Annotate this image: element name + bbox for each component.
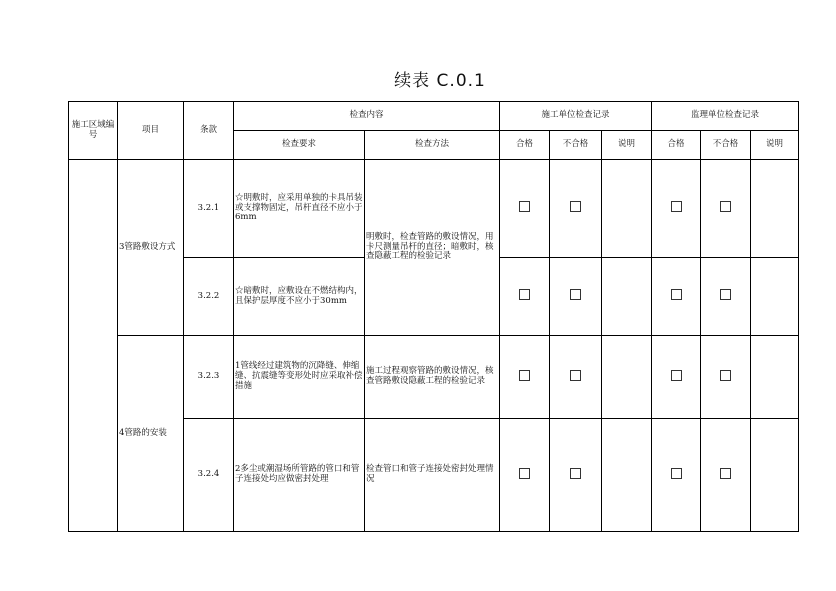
- contractor-note-cell[interactable]: [602, 258, 652, 336]
- header-contractor-record: 施工单位检查记录: [500, 102, 652, 131]
- contractor-fail-cell: [550, 419, 602, 532]
- contractor-fail-cell: [550, 336, 602, 419]
- checkbox[interactable]: [519, 289, 530, 300]
- checkbox[interactable]: [720, 370, 731, 381]
- project-cell: 3管路敷设方式: [118, 160, 184, 336]
- supervisor-fail-cell: [701, 336, 751, 419]
- checkbox[interactable]: [519, 370, 530, 381]
- supervisor-fail-cell: [701, 419, 751, 532]
- clause-cell: 3.2.1: [184, 160, 234, 258]
- checkbox[interactable]: [570, 370, 581, 381]
- checkbox[interactable]: [720, 289, 731, 300]
- header-supervisor-record: 监理单位检查记录: [652, 102, 799, 131]
- supervisor-pass-cell: [652, 419, 701, 532]
- requirement-cell: 1管线经过建筑物的沉降缝、伸缩缝、抗震缝等变形处时应采取补偿措施: [234, 336, 365, 419]
- method-cell: 明敷时，检查管路的敷设情况，用卡尺测量吊杆的直径；暗敷时，核查隐蔽工程的检验记录: [365, 160, 500, 336]
- contractor-note-cell[interactable]: [602, 160, 652, 258]
- clause-cell: 3.2.4: [184, 419, 234, 532]
- method-cell: 施工过程观察管路的敷设情况，核查管路敷设隐蔽工程的检验记录: [365, 336, 500, 419]
- contractor-pass-cell: [500, 419, 550, 532]
- inspection-table: [68, 101, 799, 532]
- supervisor-note-cell[interactable]: [751, 160, 799, 258]
- header-requirement: 检查要求: [234, 131, 365, 160]
- contractor-note-cell[interactable]: [602, 419, 652, 532]
- supervisor-note-cell[interactable]: [751, 336, 799, 419]
- method-cell: 检查管口和管子连接处密封处理情况: [365, 419, 500, 532]
- supervisor-note-cell[interactable]: [751, 419, 799, 532]
- header-supervisor-note: 说明: [751, 131, 799, 160]
- clause-cell: 3.2.2: [184, 258, 234, 336]
- header-contractor-note: 说明: [602, 131, 652, 160]
- checkbox[interactable]: [671, 468, 682, 479]
- requirement-cell: ☆暗敷时，应敷设在不燃结构内，且保护层厚度不应小于30mm: [234, 258, 365, 336]
- project-cell: 4管路的安装: [118, 336, 184, 532]
- checkbox[interactable]: [570, 289, 581, 300]
- checkbox[interactable]: [671, 370, 682, 381]
- header-clause: 条款: [184, 102, 234, 160]
- contractor-fail-cell: [550, 258, 602, 336]
- checkbox[interactable]: [570, 201, 581, 212]
- supervisor-pass-cell: [652, 160, 701, 258]
- requirement-cell: 2多尘或潮湿场所管路的管口和管子连接处均应做密封处理: [234, 419, 365, 532]
- area-cell: [69, 160, 118, 532]
- checkbox[interactable]: [671, 201, 682, 212]
- supervisor-fail-cell: [701, 160, 751, 258]
- supervisor-fail-cell: [701, 258, 751, 336]
- header-project: 项目: [118, 102, 184, 160]
- checkbox[interactable]: [519, 201, 530, 212]
- supervisor-pass-cell: [652, 336, 701, 419]
- checkbox[interactable]: [720, 201, 731, 212]
- header-contractor-fail: 不合格: [550, 131, 602, 160]
- header-supervisor-pass: 合格: [652, 131, 701, 160]
- form-title: 续表 C.0.1: [394, 71, 486, 91]
- contractor-note-cell[interactable]: [602, 336, 652, 419]
- header-method: 检查方法: [365, 131, 500, 160]
- contractor-pass-cell: [500, 160, 550, 258]
- header-contractor-pass: 合格: [500, 131, 550, 160]
- contractor-fail-cell: [550, 160, 602, 258]
- contractor-pass-cell: [500, 336, 550, 419]
- checkbox[interactable]: [570, 468, 581, 479]
- checkbox[interactable]: [720, 468, 731, 479]
- supervisor-pass-cell: [652, 258, 701, 336]
- header-area: 施工区域编号: [69, 102, 118, 160]
- header-inspection-content: 检查内容: [234, 102, 500, 131]
- checkbox[interactable]: [519, 468, 530, 479]
- checkbox[interactable]: [671, 289, 682, 300]
- supervisor-note-cell[interactable]: [751, 258, 799, 336]
- contractor-pass-cell: [500, 258, 550, 336]
- requirement-cell: ☆明敷时，应采用单独的卡具吊装或支撑物固定，吊杆直径不应小于6mm: [234, 160, 365, 258]
- clause-cell: 3.2.3: [184, 336, 234, 419]
- header-supervisor-fail: 不合格: [701, 131, 751, 160]
